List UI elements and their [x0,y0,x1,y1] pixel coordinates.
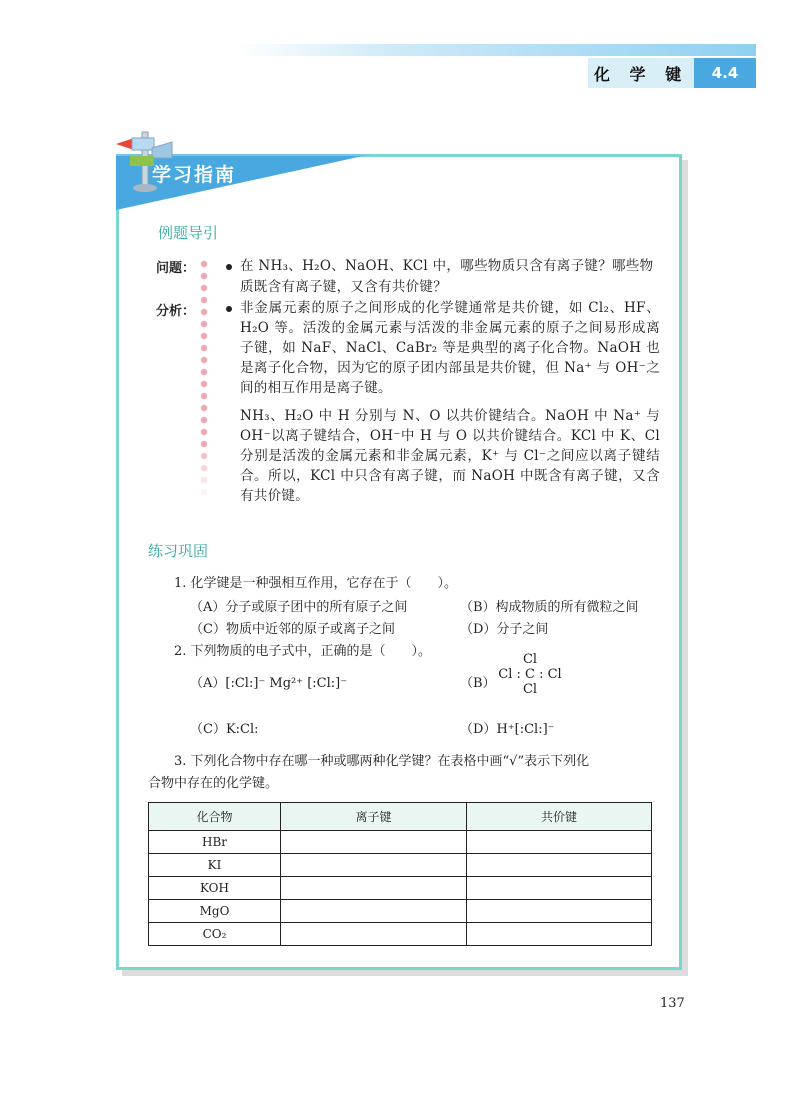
bullet [226,264,232,270]
formula-b-top: Cl [522,652,538,667]
column-header-covalent: 共价键 [467,803,652,831]
ionic-answer-cell[interactable] [281,877,467,900]
table-row [149,923,652,946]
covalent-answer-cell[interactable] [467,877,652,900]
table-row [149,900,652,923]
q1-option-d: （D）分子之间 [460,622,549,637]
ionic-answer-cell[interactable] [281,923,467,946]
question-label: 问题： [156,261,196,276]
q2-option-c [190,718,259,737]
header-band [236,44,756,56]
electron-formula-d: H⁺[:Cl:]⁻ [496,722,555,737]
question-2: 2. 下列物质的电子式中，正确的是（ ）。 [174,644,432,659]
formula-b-bottom: Cl [522,682,538,697]
analysis-label: 分析： [156,304,196,319]
column-header-compound: 化合物 [149,803,281,831]
option-prefix: （D） [460,722,497,737]
electron-formula-a: [:Cl:]⁻ Mg²⁺ [:Cl:]⁻ [225,676,348,691]
bullet [226,306,232,312]
q1-option-c: （C）物质中近邻的原子或离子之间 [190,622,395,637]
compound-cell: CO₂ [149,923,281,946]
table-header-row [149,803,652,831]
chemical-bond-table [148,802,652,946]
electron-formula-c: K:Cl: [225,722,259,737]
pink-dot-divider [198,260,210,496]
question-line-1: 在 NH₃、H₂O、NaOH、KCl 中，哪些物质只含有离子键？哪些物 [240,258,654,274]
covalent-answer-cell[interactable] [467,923,652,946]
compound-cell: KOH [149,877,281,900]
practice-heading: 练习巩固 [148,542,209,560]
column-header-ionic: 离子键 [281,803,467,831]
guide-title: 学习指南 [152,164,237,186]
option-prefix: （C） [190,722,226,737]
formula-b-middle: Cl : C : Cl [498,667,562,682]
covalent-answer-cell[interactable] [467,900,652,923]
compound-cell: KI [149,854,281,877]
ionic-answer-cell[interactable] [281,854,467,877]
example-heading: 例题导引 [158,224,219,242]
analysis-paragraph-2: NH₃、H₂O 中 H 分别与 N、O 以共价键结合。NaOH 中 Na⁺ 与 OH⁻以离子键结合，OH⁻中 H 与 O 以共价键结合。KCl 中 K、Cl 分别是活泼的金属元素和非金属元素，K⁺ 与 Cl⁻之间应以离子键结合。所以，KCl 中只含有离子键，而 NaOH 中既含有离子键，又含有共价键。 [240,408,660,504]
q1-option-a: （A）分子或原子团中的所有原子之间 [190,600,408,615]
table-row [149,877,652,900]
ionic-answer-cell[interactable] [281,831,467,854]
question-1: 1. 化学键是一种强相互作用，它存在于（ ）。 [174,576,458,591]
q2-option-d [460,718,555,737]
question-3-line-2: 合物中存在的化学键。 [148,776,279,791]
electron-formula-b [494,652,566,697]
section-number: 4.4 [694,58,756,88]
q2-option-a [190,672,347,691]
question-3-line-1: 3. 下列化合物中存在哪一种或哪两种化学键？在表格中画“√”表示下列化 [174,754,590,769]
chapter-title: 化 学 键 [588,58,694,88]
q1-option-b: （B）构成物质的所有微粒之间 [460,600,639,615]
covalent-answer-cell[interactable] [467,831,652,854]
table-row [149,831,652,854]
analysis-paragraph-1: 非金属元素的原子之间形成的化学键通常是共价键，如 Cl₂、HF、H₂O 等。活泼的金属元素与活泼的非金属元素的原子之间易形成离子键，如 NaF、NaCl、CaBr₂ 等是典型的离子化合物。NaOH 也是离子化合物，因为它的原子团内部虽是共价键，但 Na⁺ 与 OH⁻之间的相互作用是离子键。 [240,300,660,396]
question-line-2: 质既含有离子键，又含有共价键？ [240,279,447,295]
compound-cell: MgO [149,900,281,923]
q2-option-b-prefix: （B） [460,676,496,691]
page-number: 137 [660,996,685,1011]
compound-cell: HBr [149,831,281,854]
table-row [149,854,652,877]
option-prefix: （A） [190,676,226,691]
ionic-answer-cell[interactable] [281,900,467,923]
covalent-answer-cell[interactable] [467,854,652,877]
